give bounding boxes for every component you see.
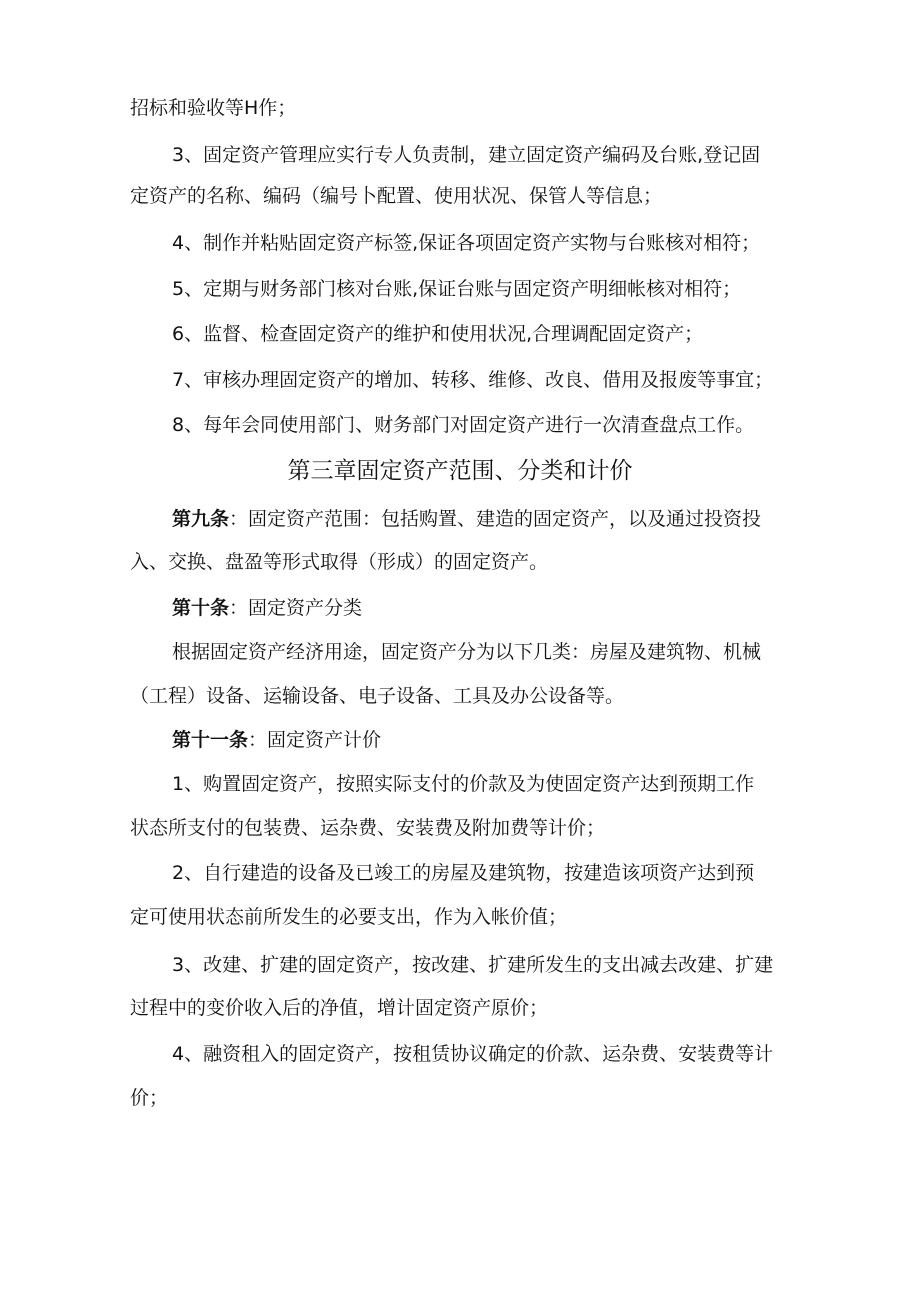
- article-10: [172, 595, 362, 621]
- text-line: 招标和验收等H作；: [130, 97, 297, 119]
- text-line: 价；: [130, 1087, 169, 1109]
- text-line: 4、融资租入的固定资产，按租赁协议确定的价款、运杂费、安装费等计: [172, 1043, 774, 1065]
- text-line: 8、每年会同使用部门、财务部门对固定资产进行一次清查盘点工作。: [172, 414, 755, 436]
- text-line: 3、改建、扩建的固定资产，按改建、扩建所发生的支出减去改建、扩建: [172, 954, 774, 976]
- text-line: 定可使用状态前所发生的必要支出，作为入帐价值；: [130, 906, 568, 928]
- text-line: 4、制作并粘贴固定资产标签,保证各项固定资产实物与台账核对相符；: [172, 232, 761, 254]
- text-line: 定资产的名称、编码（编号卜配置、使用状况、保管人等信息；: [130, 185, 663, 207]
- text-line: （工程）设备、运输设备、电子设备、工具及办公设备等。: [130, 685, 625, 707]
- text-line: 5、定期与财务部门核对台账,保证台账与固定资产明细帐核对相符；: [172, 278, 742, 300]
- text-line: 7、审核办理固定资产的增加、转移、维修、改良、借用及报废等事宜；: [172, 369, 774, 391]
- article-label: 第十一条: [172, 729, 249, 751]
- article-text: ：固定资产范围：包括购置、建造的固定资产，以及通过投资投: [229, 508, 762, 530]
- article-text: ：固定资产计价: [248, 729, 382, 751]
- text-line: 过程中的变价收入后的净值，增计固定资产原价；: [130, 997, 549, 1019]
- text-line: 3、固定资产管理应实行专人负责制，建立固定资产编码及台账,登记固: [172, 144, 761, 166]
- text-line: 1、购置固定资产，按照实际支付的价款及为使固定资产达到预期工作: [172, 773, 755, 795]
- text-line: 入、交换、盘盈等形式取得（形成）的固定资产。: [130, 551, 549, 573]
- article-label: 第九条: [172, 508, 230, 530]
- article-label: 第十条: [172, 597, 230, 619]
- text-line: 状态所支付的包装费、运杂费、安装费及附加费等计价；: [130, 817, 606, 839]
- article-9: [172, 506, 761, 532]
- text-line: 根据固定资产经济用途，固定资产分为以下几类：房屋及建筑物、机械: [172, 641, 762, 663]
- article-text: ：固定资产分类: [229, 597, 363, 619]
- article-11: [172, 727, 381, 753]
- chapter-title: 第三章固定资产范围、分类和计价: [287, 458, 633, 484]
- text-line: 2、自行建造的设备及已竣工的房屋及建筑物，按建造该项资产达到预: [172, 862, 755, 884]
- text-line: 6、监督、检查固定资产的维护和使用状况,合理调配固定资产；: [172, 323, 704, 345]
